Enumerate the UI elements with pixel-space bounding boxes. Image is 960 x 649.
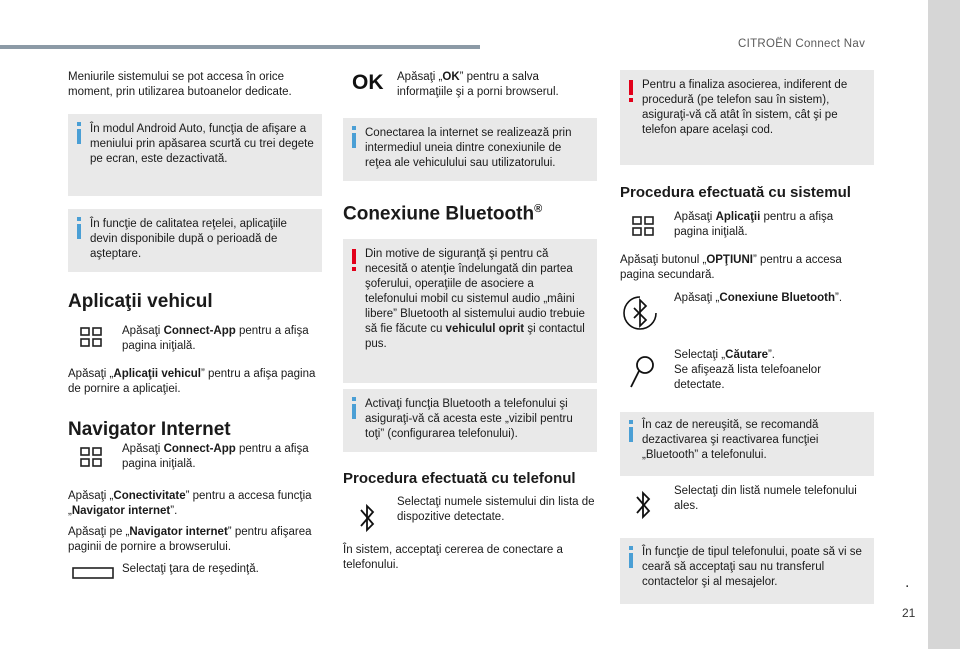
system-step-1: Apăsaţi Aplicaţii pentru a afişa pagina iniţială.	[674, 211, 834, 238]
system-step-2: Apăsaţi butonul „OPŢIUNI” pentru a accesa pagina secundară.	[620, 254, 842, 281]
ok-step: Apăsaţi „OK” pentru a salva informaţiile şi a porni browserul.	[397, 71, 559, 98]
heading-vehicle-apps: Aplicaţii vehicul	[68, 291, 213, 312]
page-dot: .	[905, 574, 910, 591]
system-step-5: Selectaţi din listă numele telefonului ales.	[674, 485, 857, 512]
info-text: În caz de nereuşită, se recomandă dezactivarea şi reactivarea funcţiei „Bluetooth” a telefonului.	[642, 419, 819, 461]
phone-step-2: În sistem, acceptaţi cererea de conectare a telefonului.	[343, 544, 563, 571]
info-mark-icon	[350, 397, 358, 419]
header-rule	[0, 45, 480, 49]
info-box-android	[68, 114, 322, 196]
header-title: CITROËN Connect Nav	[738, 38, 866, 50]
info-text: Activaţi funcţia Bluetooth a telefonului şi asiguraţi-vă că acesta este „vizibil pentru toţi” (configurarea telefonului).	[365, 398, 573, 440]
keyboard-bar-icon	[72, 566, 114, 580]
heading-bluetooth: Conexiune Bluetooth®	[343, 203, 543, 225]
heading-phone-procedure: Procedura efectuată cu telefonul	[343, 470, 576, 487]
info-box-failure	[620, 412, 874, 476]
info-mark-icon	[350, 126, 358, 148]
info-text: În modul Android Auto, funcţia de afişare a meniului prin apăsarea scurtă cu trei degete pe ecran, este dezactivată.	[90, 123, 314, 165]
info-box-visible	[343, 389, 597, 452]
info-text: În funcţie de calitatea reţelei, aplicaţiile devin disponibile după o perioadă de aşteptare.	[90, 218, 287, 260]
grid-icon	[632, 215, 654, 237]
heading-system-procedure: Procedura efectuată cu sistemul	[620, 184, 851, 201]
ok-button-icon: OK	[352, 71, 384, 94]
heading-internet-browser: Navigator Internet	[68, 419, 231, 440]
info-mark-icon	[627, 546, 635, 568]
warning-text: Din motive de siguranţă şi pentru că necesită o atenţie îndelungată din partea şoferului, operaţiile de asociere a telefonului mobil cu sistemul audio „mâini libere” Bluetooth al sistemului audio trebuie să fie făcute cu vehiculul oprit şi contactul pus.	[365, 248, 585, 350]
warning-text: Pentru a finaliza asocierea, indiferent de procedură (pe telefon sau în sistem), asiguraţi-vă că atât în sistem, cât şi pe telefon apare acelaşi cod.	[642, 79, 848, 136]
intro-text: Meniurile sistemului se pot accesa în orice moment, prin utilizarea butoanelor dedicate.	[68, 71, 292, 98]
phone-step-1: Selectaţi numele sistemului din lista de dispozitive detectate.	[397, 496, 595, 523]
warning-box-safety	[343, 239, 597, 383]
info-box-network	[68, 209, 322, 272]
apps-step-1: Apăsaţi Connect-App pentru a afişa pagina iniţială.	[122, 325, 309, 352]
system-step-4: Selectaţi „Căutare”. Se afişează lista telefoanelor detectate.	[674, 349, 822, 391]
info-mark-icon	[627, 420, 635, 442]
apps-step-2: Apăsaţi „Aplicaţii vehicul” pentru a afişa pagina de pornire a aplicaţiei.	[68, 368, 316, 395]
browser-step-4: Selectaţi ţara de reşedinţă.	[122, 563, 259, 575]
info-mark-icon	[75, 122, 83, 144]
info-box-contacts	[620, 538, 874, 604]
info-text: Conectarea la internet se realizează prin intermediul uneia dintre conexiunile de reţea ale vehiculului sau utilizatorului.	[365, 127, 572, 169]
grid-icon	[80, 446, 102, 468]
browser-step-1: Apăsaţi Connect-App pentru a afişa pagina iniţială.	[122, 443, 309, 470]
system-step-3: Apăsaţi „Conexiune Bluetooth”.	[674, 292, 843, 304]
warning-mark-icon	[350, 249, 358, 271]
browser-step-3: Apăsaţi pe „Navigator internet” pentru afişarea paginii de pornire a browserului.	[68, 526, 312, 553]
warning-box-code	[620, 70, 874, 165]
bluetooth-icon	[634, 488, 652, 522]
info-mark-icon	[75, 217, 83, 239]
grid-icon	[80, 326, 102, 348]
page-number: 21	[902, 606, 916, 620]
side-strip	[928, 0, 960, 649]
info-box-connection	[343, 118, 597, 181]
bluetooth-circle-icon	[620, 293, 660, 333]
browser-step-2: Apăsaţi „Conectivitate” pentru a accesa funcţia „Navigator internet”.	[68, 490, 312, 517]
info-text: În funcţie de tipul telefonului, poate să vi se ceară să acceptaţi sau nu transferul contactelor şi al mesajelor.	[642, 546, 862, 588]
warning-mark-icon	[627, 80, 635, 102]
bluetooth-icon	[358, 501, 376, 535]
search-icon	[628, 354, 656, 390]
